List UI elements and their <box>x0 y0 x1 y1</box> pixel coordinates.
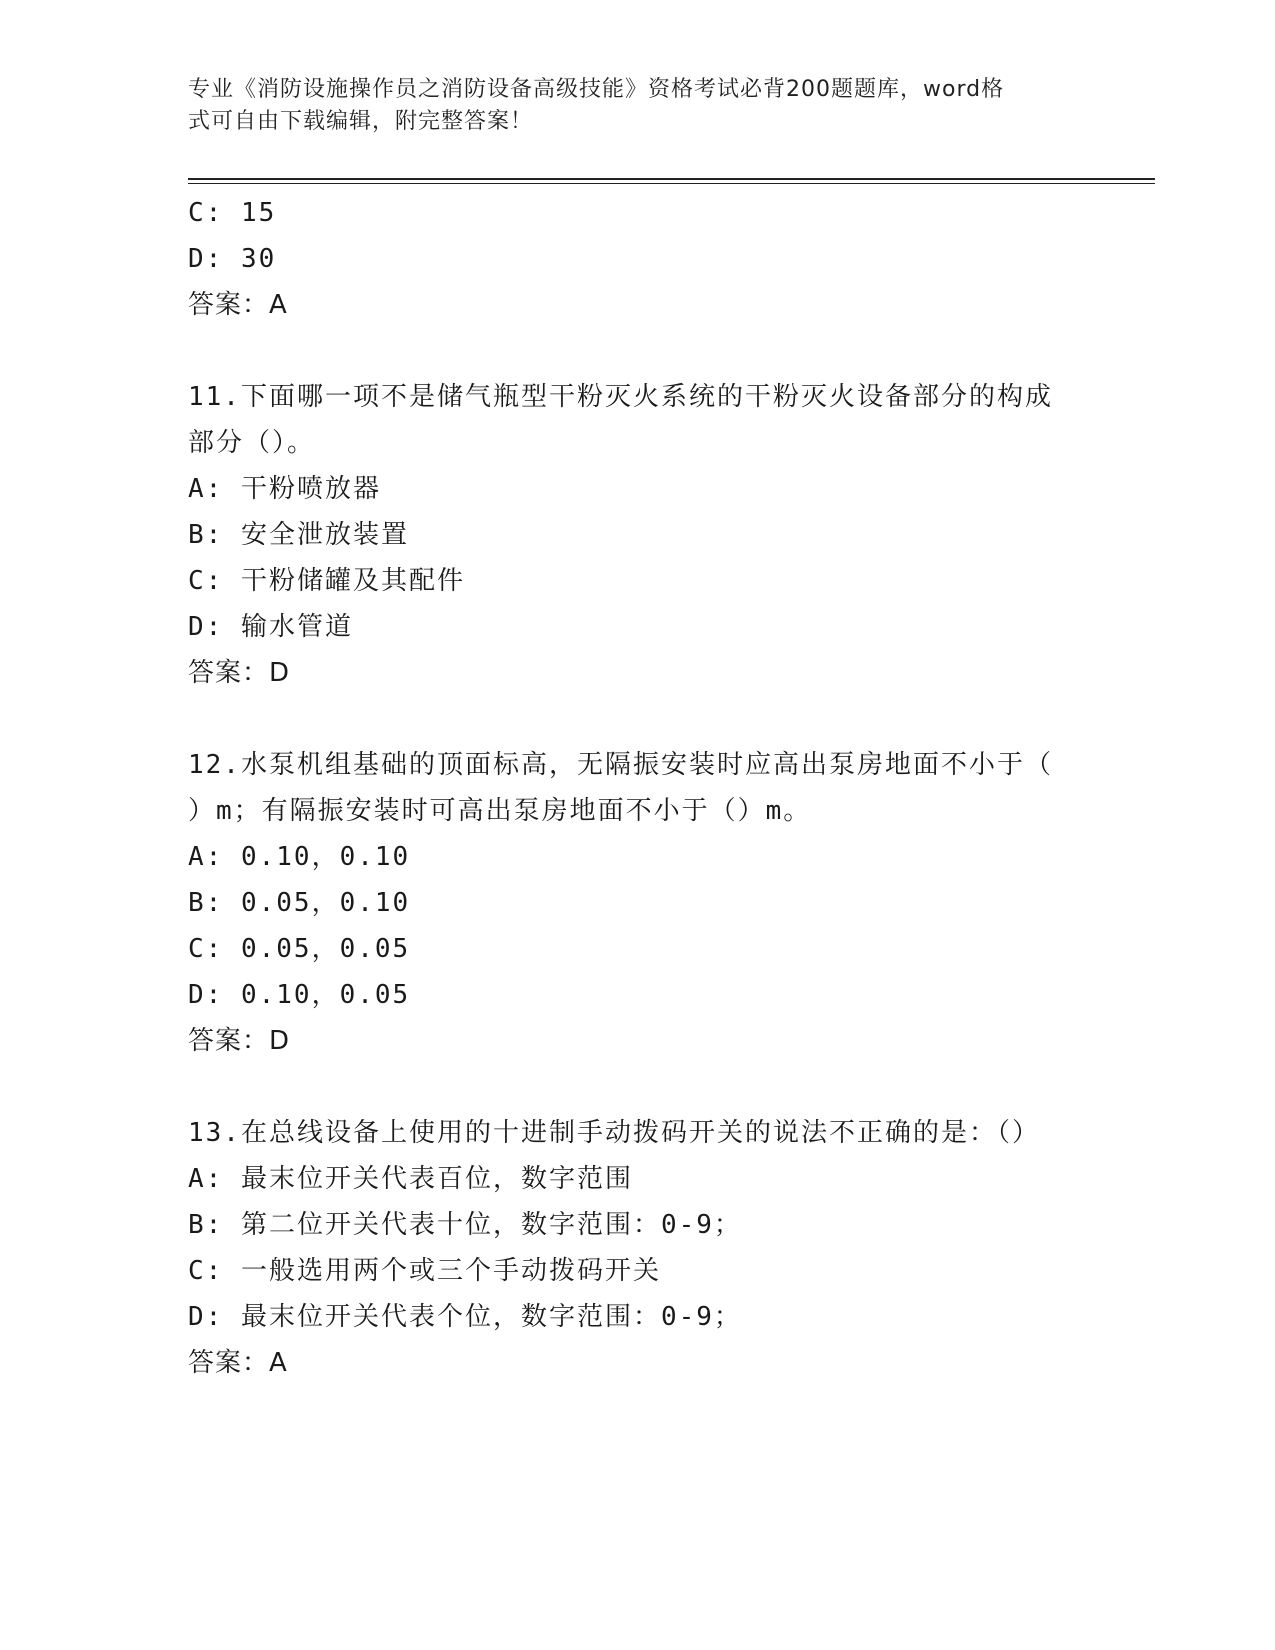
question-11 <box>188 374 1088 696</box>
question-stem: 11.下面哪一项不是储气瓶型干粉灭火系统的干粉灭火设备部分的构成 <box>188 382 1053 412</box>
question-10-tail <box>188 190 1088 328</box>
question-stem-continued: ）m；有隔振安装时可高出泵房地面不小于（）m。 <box>188 796 812 826</box>
option-d: D: 30 <box>188 244 277 274</box>
spacer <box>188 1064 1088 1110</box>
option-c: C: 干粉储罐及其配件 <box>188 566 465 596</box>
option-a: A: 最末位开关代表百位，数字范围 <box>188 1164 633 1194</box>
question-13 <box>188 1110 1088 1386</box>
option-c: C: 0.05，0.05 <box>188 934 411 964</box>
option-a: A: 0.10，0.10 <box>188 842 411 872</box>
header-divider-thin <box>188 183 1155 184</box>
option-d: D: 0.10，0.05 <box>188 980 411 1010</box>
option-a: A: 干粉喷放器 <box>188 474 381 504</box>
option-b: B: 安全泄放装置 <box>188 520 409 550</box>
option-b: B: 0.05，0.10 <box>188 888 411 918</box>
question-stem-continued: 部分（）。 <box>188 428 316 458</box>
spacer <box>188 328 1088 374</box>
question-12 <box>188 742 1088 1064</box>
question-list <box>188 190 1088 1386</box>
header-title-line-1: 专业《消防设施操作员之消防设备高级技能》资格考试必背200题题库，word格 <box>188 77 1005 102</box>
option-d: D: 输水管道 <box>188 612 353 642</box>
option-d: D: 最末位开关代表个位，数字范围：0-9； <box>188 1302 742 1332</box>
header-divider-thick <box>188 178 1155 180</box>
question-stem: 12.水泵机组基础的顶面标高，无隔振安装时应高出泵房地面不小于（ <box>188 750 1053 780</box>
option-b: B: 第二位开关代表十位，数字范围：0-9； <box>188 1210 742 1240</box>
question-stem: 13.在总线设备上使用的十进制手动拨码开关的说法不正确的是：（） <box>188 1118 1040 1148</box>
spacer <box>188 696 1088 742</box>
option-c: C: 15 <box>188 198 277 228</box>
header-title-line-2: 式可自由下载编辑，附完整答案！ <box>188 109 534 134</box>
answer-label: 答案：A <box>188 290 288 320</box>
answer-label: 答案：A <box>188 1348 288 1378</box>
document-header <box>188 74 1088 138</box>
answer-label: 答案：D <box>188 658 291 688</box>
option-c: C: 一般选用两个或三个手动拨码开关 <box>188 1256 661 1286</box>
answer-label: 答案：D <box>188 1026 291 1056</box>
